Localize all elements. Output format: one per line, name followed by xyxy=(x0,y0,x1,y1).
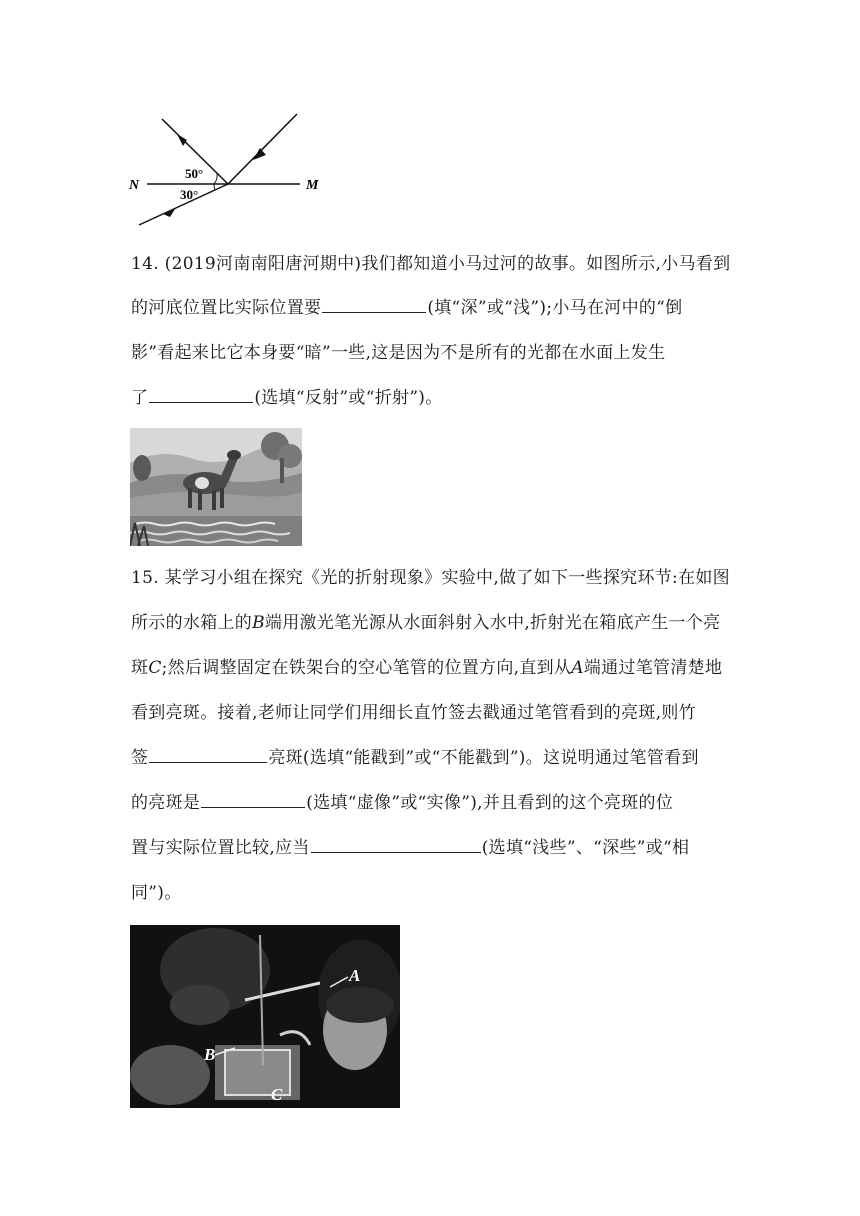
horse-river-illustration xyxy=(130,428,302,546)
point-n-label: N xyxy=(129,178,140,193)
point-m-label: M xyxy=(306,178,319,193)
experiment-photo xyxy=(130,925,400,1108)
q14-line-1: 14. (2019河南南阳唐河期中)我们都知道小马过河的故事。如图所示,小马看到 xyxy=(131,254,731,274)
q15-line-1: 15. 某学习小组在探究《光的折射现象》实验中,做了如下一些探究环节:在如图 xyxy=(131,568,730,588)
answer-blank[interactable] xyxy=(201,793,305,808)
answer-blank[interactable] xyxy=(149,388,253,403)
q14-line-2: 的河底位置比实际位置要 (填“深”或“浅”);小马在河中的“倒 xyxy=(131,298,683,318)
photo-label-a: A xyxy=(349,966,361,985)
q15-line-2: 所示的水箱上的B端用激光笔光源从水面斜射入水中,折射光在箱底产生一个亮 xyxy=(131,613,721,633)
answer-blank[interactable] xyxy=(322,298,426,313)
q15-line-5: 签 亮斑(选填“能戳到”或“不能戳到”)。这说明通过笔管看到 xyxy=(131,748,699,768)
q15-line-3: 斑C;然后调整固定在铁架台的空心笔管的位置方向,直到从A端通过笔管清楚地 xyxy=(131,658,723,678)
angle-bottom-label: 30° xyxy=(180,187,199,202)
refraction-ray-diagram xyxy=(125,108,335,233)
q15-line-7: 置与实际位置比较,应当 (选填“浅些”、“深些”或“相 xyxy=(131,838,690,858)
answer-blank[interactable] xyxy=(311,838,481,853)
angle-top-label: 50° xyxy=(185,166,204,181)
answer-blank[interactable] xyxy=(149,748,267,763)
q14-line-3: 影”看起来比它本身要“暗”一些,这是因为不是所有的光都在水面上发生 xyxy=(131,343,666,363)
q14-line-4: 了 (选填“反射”或“折射”)。 xyxy=(131,388,443,408)
photo-label-b: B xyxy=(204,1045,216,1064)
q15-line-6: 的亮斑是 (选填“虚像”或“实像”),并且看到的这个亮斑的位 xyxy=(131,793,674,813)
q15-line-4: 看到亮斑。接着,老师让同学们用细长直竹签去戳通过笔管看到的亮斑,则竹 xyxy=(131,703,697,723)
photo-label-c: C xyxy=(271,1085,283,1104)
q15-line-8: 同”)。 xyxy=(131,883,182,903)
